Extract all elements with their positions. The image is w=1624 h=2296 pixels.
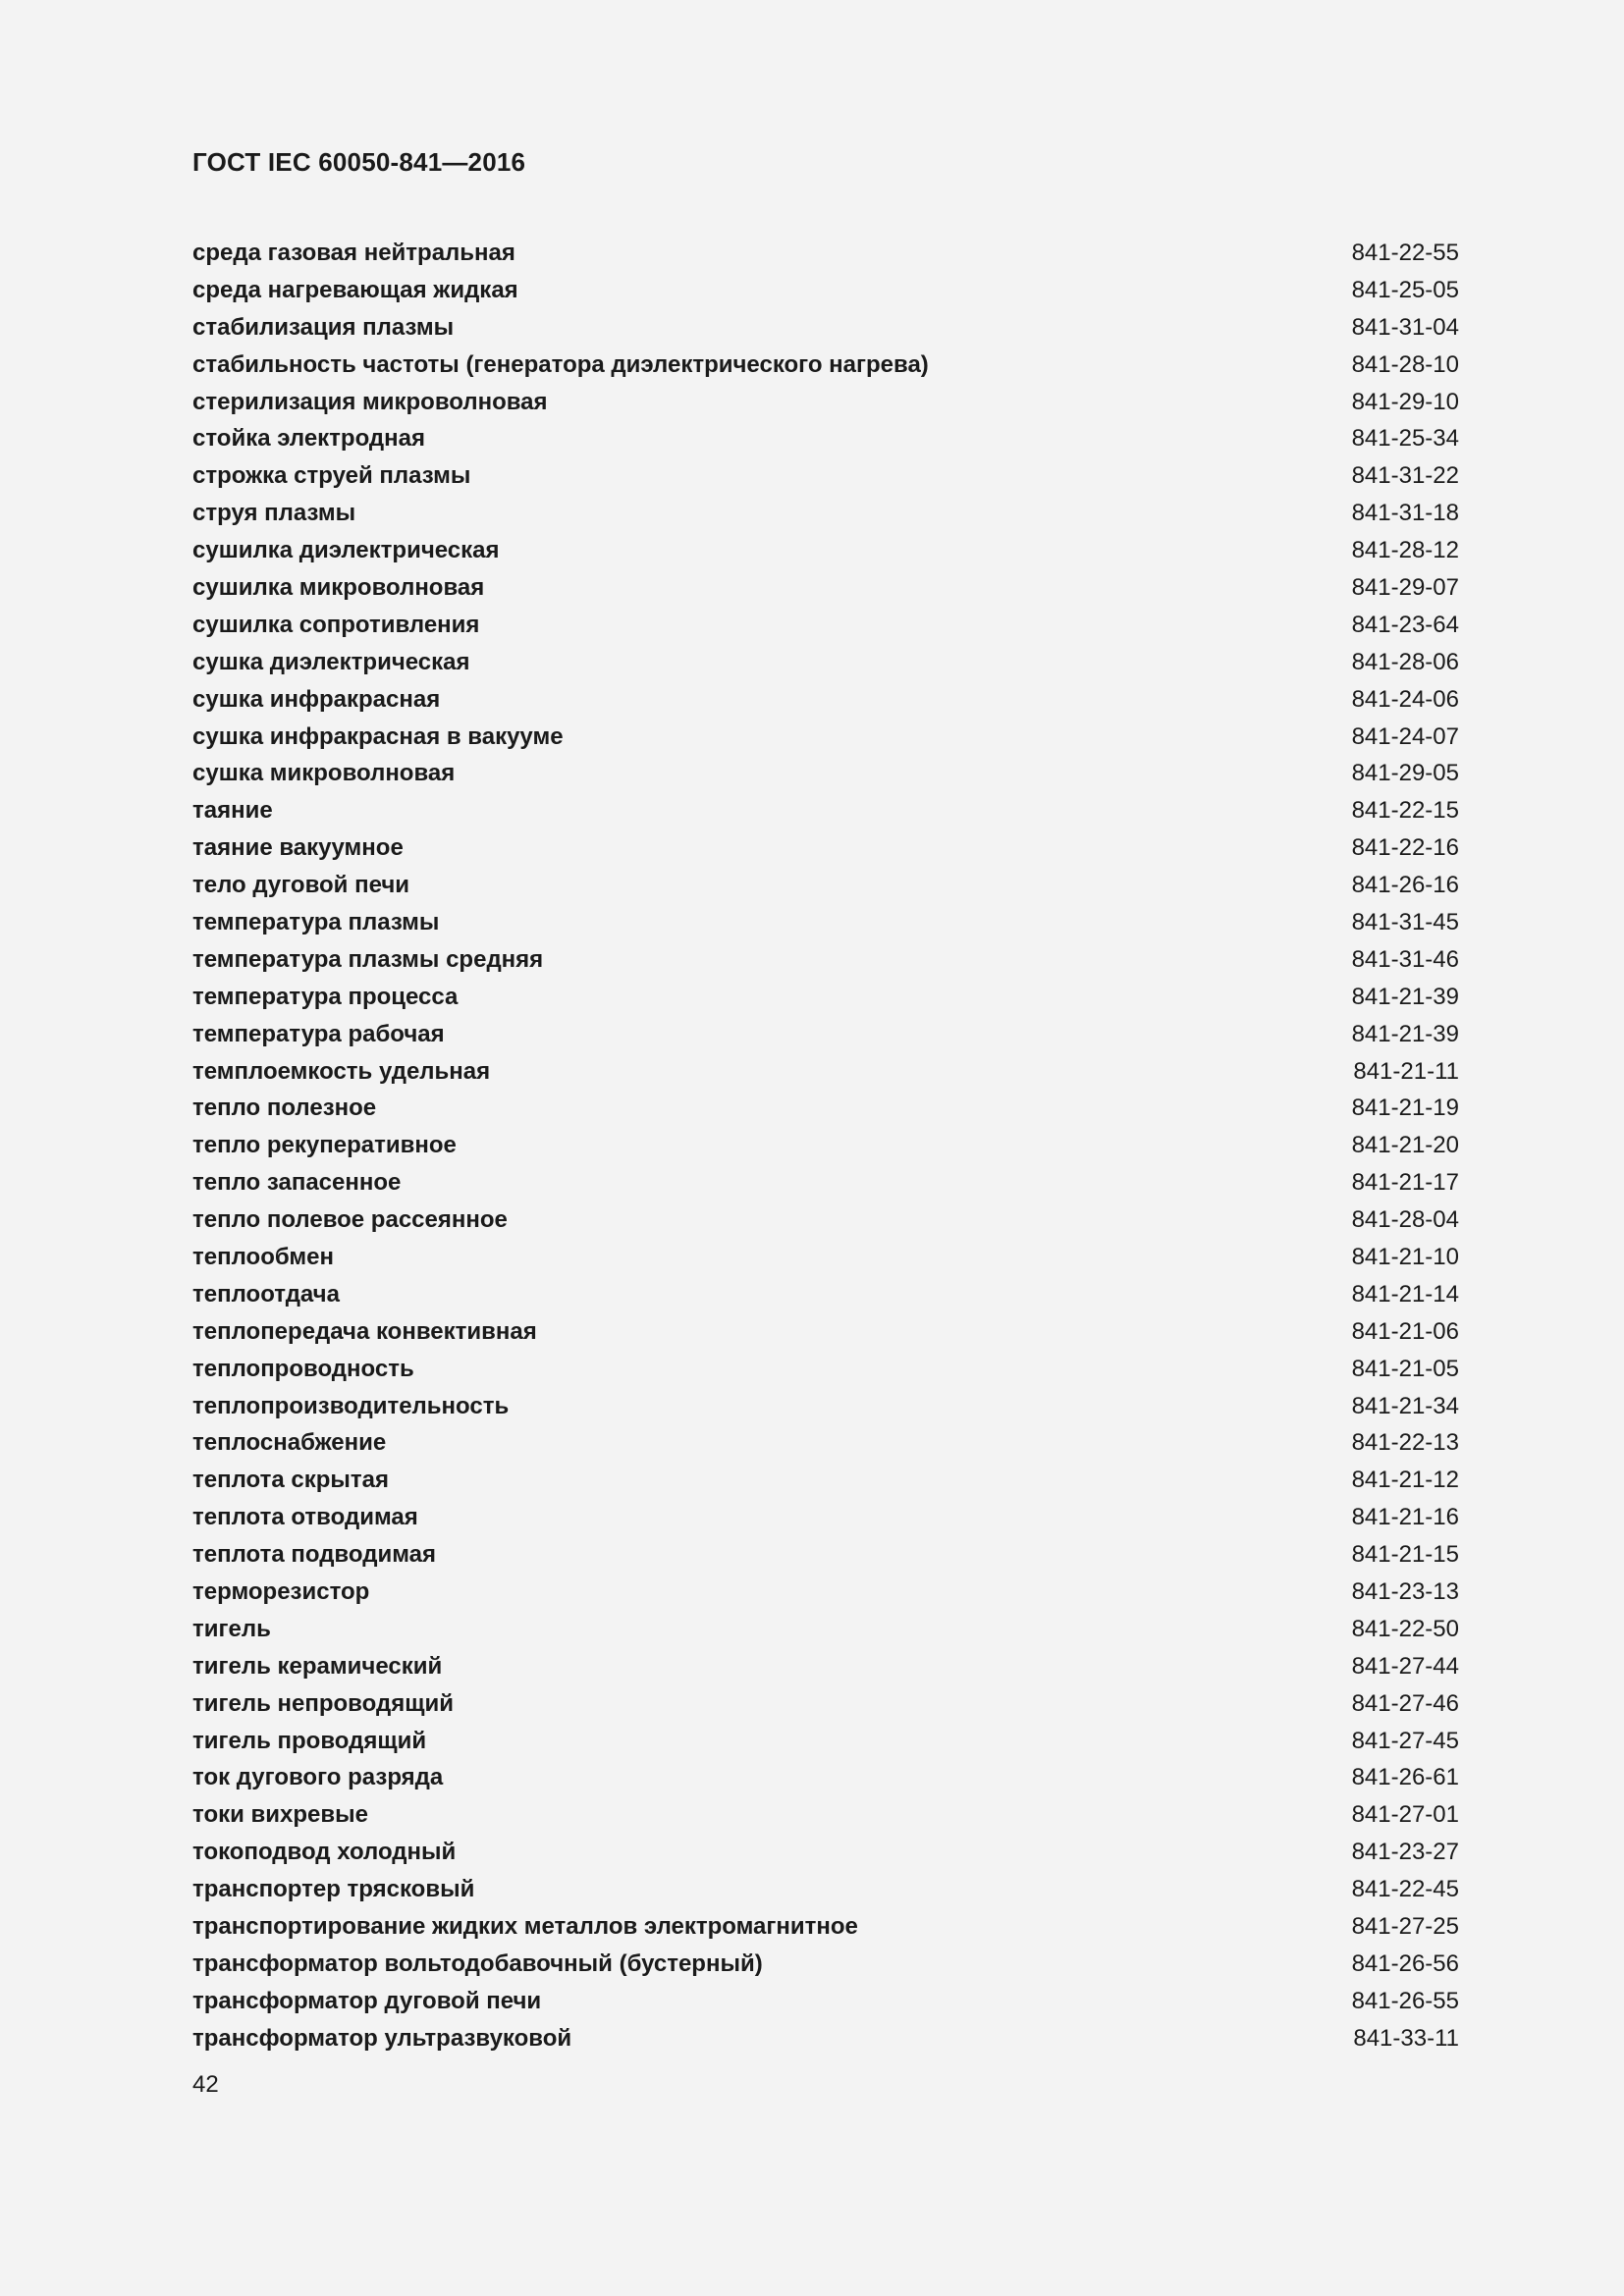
index-entry — [192, 420, 1459, 457]
index-term-code: 841-27-01 — [1351, 1801, 1459, 1829]
index-term: транспортер трясковый — [192, 1876, 475, 1903]
index-term: тепло запасенное — [192, 1169, 402, 1197]
index-term: теплоснабжение — [192, 1429, 387, 1457]
index-term-code: 841-25-05 — [1351, 276, 1459, 303]
index-term-code: 841-21-20 — [1351, 1132, 1459, 1159]
index-term: теплообмен — [192, 1243, 334, 1270]
index-term-code: 841-29-10 — [1351, 388, 1459, 415]
index-entry — [192, 607, 1459, 644]
index-term-code: 841-22-55 — [1351, 239, 1459, 266]
index-term-code: 841-28-10 — [1351, 350, 1459, 378]
index-term: транспортирование жидких металлов электромагнитное — [192, 1913, 858, 1941]
index-term-code: 841-21-39 — [1351, 983, 1459, 1010]
index-entry — [192, 719, 1459, 756]
index-entry — [192, 495, 1459, 532]
index-entry — [192, 1574, 1459, 1611]
index-entry — [192, 755, 1459, 792]
term-index-list — [192, 235, 1459, 2057]
index-term: тепло рекуперативное — [192, 1132, 457, 1159]
index-term-code: 841-22-45 — [1351, 1876, 1459, 1903]
index-term-code: 841-27-46 — [1351, 1689, 1459, 1717]
index-term: таяние — [192, 797, 273, 825]
index-entry — [192, 644, 1459, 681]
index-term-code: 841-33-11 — [1353, 2024, 1459, 2052]
index-term-code: 841-26-61 — [1351, 1764, 1459, 1791]
index-term-code: 841-31-45 — [1351, 908, 1459, 935]
index-entry — [192, 309, 1459, 347]
index-term: теплоотдача — [192, 1280, 340, 1308]
index-term: строжка струей плазмы — [192, 462, 471, 490]
index-entry — [192, 1239, 1459, 1276]
index-term: теплопередача конвективная — [192, 1317, 537, 1345]
index-term-code: 841-21-06 — [1351, 1317, 1459, 1345]
index-term-code: 841-22-15 — [1351, 797, 1459, 825]
index-entry — [192, 681, 1459, 719]
index-term: таяние вакуумное — [192, 834, 404, 862]
index-term-code: 841-31-22 — [1351, 462, 1459, 490]
index-term-code: 841-21-05 — [1351, 1355, 1459, 1382]
index-entry — [192, 2020, 1459, 2057]
index-term-code: 841-31-04 — [1351, 313, 1459, 341]
index-entry — [192, 1611, 1459, 1648]
index-term: среда нагревающая жидкая — [192, 276, 518, 303]
index-term: тепло полевое рассеянное — [192, 1206, 508, 1234]
index-term-code: 841-28-04 — [1351, 1206, 1459, 1234]
index-entry — [192, 1499, 1459, 1536]
index-entry — [192, 347, 1459, 384]
index-entry — [192, 1648, 1459, 1685]
index-entry — [192, 867, 1459, 904]
index-term: токоподвод холодный — [192, 1839, 457, 1866]
index-entry — [192, 979, 1459, 1016]
index-term: тигель проводящий — [192, 1727, 427, 1754]
index-term: теплота отводимая — [192, 1504, 418, 1531]
index-entry — [192, 457, 1459, 495]
index-term-code: 841-22-50 — [1351, 1615, 1459, 1642]
index-entry — [192, 1164, 1459, 1201]
index-term: температура процесса — [192, 983, 459, 1010]
index-term: среда газовая нейтральная — [192, 239, 515, 266]
index-term: терморезистор — [192, 1578, 370, 1605]
index-term-code: 841-21-14 — [1351, 1280, 1459, 1308]
index-entry — [192, 1016, 1459, 1053]
index-entry — [192, 1053, 1459, 1091]
index-term-code: 841-27-45 — [1351, 1727, 1459, 1754]
index-term-code: 841-26-55 — [1351, 1987, 1459, 2014]
index-term-code: 841-26-56 — [1351, 1949, 1459, 1977]
index-term-code: 841-21-16 — [1351, 1504, 1459, 1531]
index-term: сушка инфракрасная в вакууме — [192, 722, 564, 750]
index-term-code: 841-26-16 — [1351, 872, 1459, 899]
index-term: тело дуговой печи — [192, 872, 410, 899]
index-term-code: 841-21-19 — [1351, 1095, 1459, 1122]
index-term: температура рабочая — [192, 1020, 445, 1047]
index-term: стабилизация плазмы — [192, 313, 455, 341]
document-header: ГОСТ IEC 60050-841—2016 — [192, 147, 526, 177]
index-term: сушка диэлектрическая — [192, 648, 470, 675]
index-term: стойка электродная — [192, 425, 426, 453]
index-entry — [192, 532, 1459, 569]
index-entry — [192, 235, 1459, 272]
index-entry — [192, 941, 1459, 979]
index-entry — [192, 1685, 1459, 1723]
index-term: тигель — [192, 1615, 271, 1642]
index-term: трансформатор вольтодобавочный (бустерный) — [192, 1949, 763, 1977]
index-entry — [192, 1796, 1459, 1834]
index-entry — [192, 1536, 1459, 1574]
index-term: ток дугового разряда — [192, 1764, 444, 1791]
index-entry — [192, 384, 1459, 421]
index-term: теплота подводимая — [192, 1541, 436, 1569]
index-term-code: 841-21-12 — [1351, 1467, 1459, 1494]
index-term-code: 841-31-18 — [1351, 500, 1459, 527]
index-term-code: 841-29-05 — [1351, 760, 1459, 787]
index-term: сушка микроволновая — [192, 760, 456, 787]
index-term-code: 841-22-13 — [1351, 1429, 1459, 1457]
index-entry — [192, 1425, 1459, 1463]
page-number: 42 — [192, 2071, 219, 2098]
index-term: температура плазмы — [192, 908, 440, 935]
index-entry — [192, 1834, 1459, 1871]
index-entry — [192, 1760, 1459, 1797]
index-entry — [192, 904, 1459, 941]
index-entry — [192, 1871, 1459, 1908]
index-term-code: 841-27-44 — [1351, 1652, 1459, 1680]
index-term: теплота скрытая — [192, 1467, 389, 1494]
index-entry — [192, 1723, 1459, 1760]
index-term-code: 841-21-39 — [1351, 1020, 1459, 1047]
index-term-code: 841-24-07 — [1351, 722, 1459, 750]
index-term-code: 841-25-34 — [1351, 425, 1459, 453]
index-entry — [192, 1351, 1459, 1388]
index-term: температура плазмы средняя — [192, 945, 544, 973]
index-term: трансформатор дуговой печи — [192, 1987, 542, 2014]
index-entry — [192, 1388, 1459, 1425]
index-entry — [192, 1983, 1459, 2020]
index-term: теплопроизводительность — [192, 1392, 510, 1419]
index-term-code: 841-31-46 — [1351, 945, 1459, 973]
index-term: тигель непроводящий — [192, 1689, 454, 1717]
index-entry — [192, 1313, 1459, 1351]
index-term: токи вихревые — [192, 1801, 368, 1829]
index-term: сушилка диэлектрическая — [192, 537, 500, 564]
index-term-code: 841-21-15 — [1351, 1541, 1459, 1569]
index-term-code: 841-28-12 — [1351, 537, 1459, 564]
index-term-code: 841-21-11 — [1353, 1057, 1459, 1085]
index-term: сушилка сопротивления — [192, 611, 480, 638]
index-term: тепло полезное — [192, 1095, 377, 1122]
index-entry — [192, 569, 1459, 607]
index-term: стабильность частоты (генератора диэлектрического нагрева) — [192, 350, 929, 378]
index-entry — [192, 1201, 1459, 1239]
index-term: струя плазмы — [192, 500, 356, 527]
index-term-code: 841-28-06 — [1351, 648, 1459, 675]
index-term: сушилка микроволновая — [192, 573, 485, 601]
index-term-code: 841-29-07 — [1351, 573, 1459, 601]
index-term-code: 841-27-25 — [1351, 1913, 1459, 1941]
index-entry — [192, 1946, 1459, 1983]
index-term: сушка инфракрасная — [192, 685, 441, 713]
index-entry — [192, 272, 1459, 309]
index-term-code: 841-22-16 — [1351, 834, 1459, 862]
index-term-code: 841-23-64 — [1351, 611, 1459, 638]
index-term-code: 841-21-17 — [1351, 1169, 1459, 1197]
index-entry — [192, 1127, 1459, 1164]
index-term-code: 841-23-13 — [1351, 1578, 1459, 1605]
index-term: тигель керамический — [192, 1652, 443, 1680]
index-entry — [192, 1462, 1459, 1499]
index-term-code: 841-21-10 — [1351, 1243, 1459, 1270]
index-entry — [192, 1276, 1459, 1313]
index-entry — [192, 1090, 1459, 1127]
index-entry — [192, 829, 1459, 867]
index-term-code: 841-21-34 — [1351, 1392, 1459, 1419]
index-entry — [192, 1908, 1459, 1946]
index-term: трансформатор ультразвуковой — [192, 2024, 572, 2052]
index-term-code: 841-24-06 — [1351, 685, 1459, 713]
index-term: теплопроводность — [192, 1355, 414, 1382]
index-term-code: 841-23-27 — [1351, 1839, 1459, 1866]
index-entry — [192, 792, 1459, 829]
index-term: стерилизация микроволновая — [192, 388, 548, 415]
index-term: темплоемкость удельная — [192, 1057, 491, 1085]
